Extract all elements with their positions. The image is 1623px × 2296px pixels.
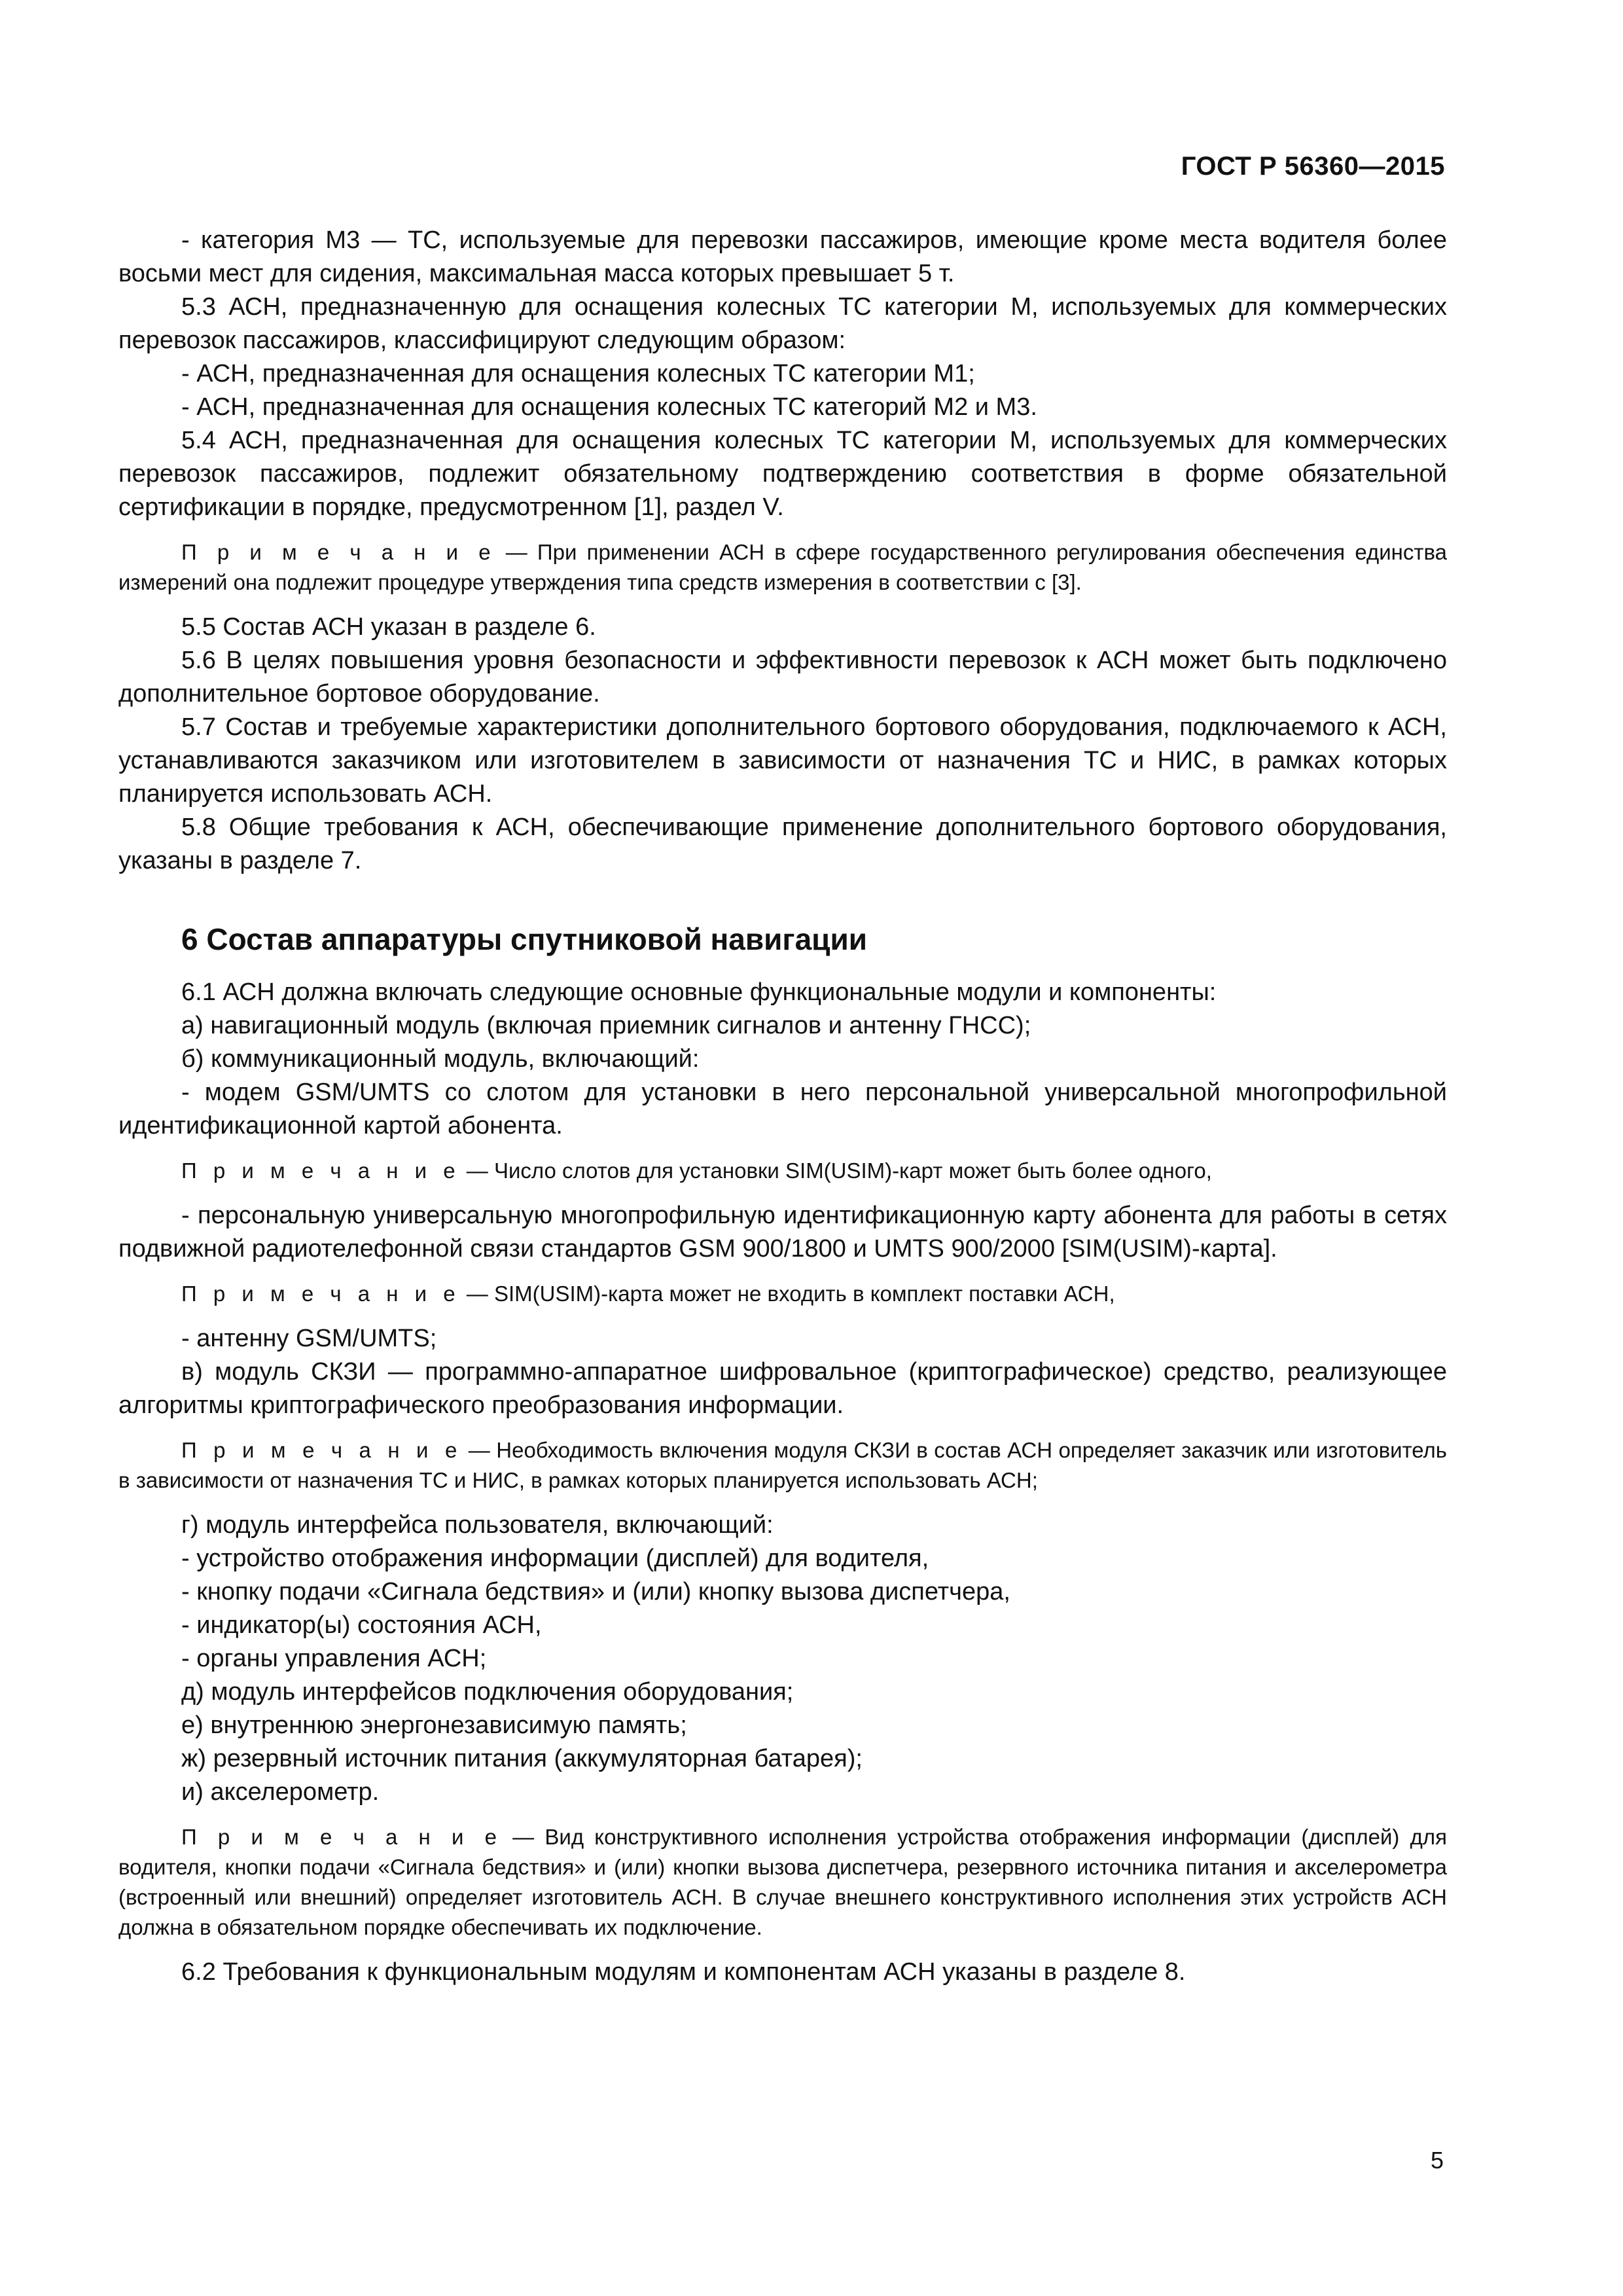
note-text: — Вид конструктивного исполнения устройства отображения информации (дисплей) для водителя, кнопки подачи «Сигнала бедствия» и (или) кнопки вызова диспетчера, резервного источника питания и акселерометра (встроенный или внешний) определяет изготовитель АСН. В случае внешнего конструктивного исполнения этих устройств АСН должна в обязательном порядке обеспечивать их подключение. — [118, 1825, 1448, 1939]
paragraph: 6.2 Требования к функциональным модулям и компонентам АСН указаны в разделе 8. — [181, 1958, 1186, 1986]
note — [118, 1156, 1447, 1186]
page-number: 5 — [1430, 2147, 1444, 2174]
note — [118, 1279, 1447, 1309]
paragraph: 6.1 АСН должна включать следующие основные функциональные модули и компоненты: — [181, 978, 1217, 1006]
note-label: П р и м е ч а н и е — [181, 1438, 463, 1462]
list-item: в) модуль СКЗИ — программно-аппаратное шифровальное (криптографическое) средство, реализующее алгоритмы криптографического преобразования информации. — [118, 1358, 1447, 1419]
note-label: П р и м е ч а н и е — [181, 1282, 461, 1306]
list-item: г) модуль интерфейса пользователя, включающий: — [181, 1511, 774, 1539]
list-item: - органы управления АСН; — [181, 1645, 487, 1672]
note — [118, 537, 1447, 598]
list-item: и) акселерометр. — [181, 1778, 380, 1806]
paragraph: 5.3 АСН, предназначенную для оснащения колесных ТС категории М, используемых для коммерческих перевозок пассажиров, классифицируют следующим образом: — [118, 293, 1447, 354]
list-item: - модем GSM/UMTS со слотом для установки в него персональной универсальной многопрофильной идентификационной картой абонента. — [118, 1079, 1447, 1139]
note — [118, 1822, 1447, 1943]
list-item: - кнопку подачи «Сигнала бедствия» и (или) кнопку вызова диспетчера, — [181, 1578, 1010, 1605]
note-text: — При применении АСН в сфере государственного регулирования обеспечения единства измерений она подлежит процедуре утверждения типа средств измерения в соответствии с [3]. — [118, 540, 1447, 594]
paragraph: 5.7 Состав и требуемые характеристики дополнительного бортового оборудования, подключаемого к АСН, устанавливаются заказчиком или изготовителем в зависимости от назначения ТС и НИС, в рамках которых планируется использовать АСН. — [118, 713, 1447, 808]
note-text: — Необходимость включения модуля СКЗИ в состав АСН определяет заказчик или изготовитель в зависимости от назначения ТС и НИС, в рамках которых планируется использовать АСН; — [118, 1438, 1447, 1492]
paragraph: 5.8 Общие требования к АСН, обеспечивающие применение дополнительного бортового оборудования, указаны в разделе 7. — [118, 814, 1447, 874]
list-item: б) коммуникационный модуль, включающий: — [181, 1045, 700, 1073]
list-item: - устройство отображения информации (дисплей) для водителя, — [181, 1545, 929, 1572]
paragraph: - АСН, предназначенная для оснащения колесных ТС категорий М2 и М3. — [181, 393, 1037, 421]
paragraph: - АСН, предназначенная для оснащения колесных ТС категории М1; — [181, 360, 975, 387]
note-label: П р и м е ч а н и е — [181, 1825, 502, 1849]
note-label: П р и м е ч а н и е — [181, 540, 496, 564]
note-text: — Число слотов для установки SIM(USIM)-карт может быть более одного, — [460, 1158, 1212, 1183]
section-heading: 6 Состав аппаратуры спутниковой навигации — [181, 922, 868, 956]
list-item: д) модуль интерфейсов подключения оборудования; — [181, 1678, 794, 1706]
standard-designation: ГОСТ Р 56360—2015 — [1181, 152, 1445, 181]
paragraph: - категория М3 — ТС, используемые для перевозки пассажиров, имеющие кроме места водителя более восьми мест для сидения, максимальная масса которых превышает 5 т. — [118, 226, 1447, 287]
paragraph: 5.5 Состав АСН указан в разделе 6. — [181, 613, 596, 641]
list-item: а) навигационный модуль (включая приемник сигналов и антенну ГНСС); — [181, 1012, 1031, 1039]
list-item: ж) резервный источник питания (аккумуляторная батарея); — [181, 1745, 863, 1772]
paragraph: 5.4 АСН, предназначенная для оснащения колесных ТС категории М, используемых для коммерческих перевозок пассажиров, подлежит обязательному подтверждению соответствия в форме обязательной сертификации в порядке, предусмотренном [1], раздел V. — [118, 427, 1447, 521]
list-item: - индикатор(ы) состояния АСН, — [181, 1611, 542, 1639]
note-text: — SIM(USIM)-карта может не входить в комплект поставки АСН, — [460, 1282, 1115, 1306]
page-body — [118, 224, 1447, 1989]
list-item: - персональную универсальную многопрофильную идентификационную карту абонента для работы в сетях подвижной радиотелефонной связи стандартов GSM 900/1800 и UMTS 900/2000 [SIM(USIM)-карта]. — [118, 1202, 1447, 1263]
note — [118, 1435, 1447, 1496]
paragraph: 5.6 В целях повышения уровня безопасности и эффективности перевозок к АСН может быть подключено дополнительное бортовое оборудование. — [118, 647, 1447, 708]
list-item: е) внутреннюю энергонезависимую память; — [181, 1712, 687, 1739]
note-label: П р и м е ч а н и е — [181, 1158, 461, 1183]
list-item: - антенну GSM/UMTS; — [181, 1325, 437, 1352]
